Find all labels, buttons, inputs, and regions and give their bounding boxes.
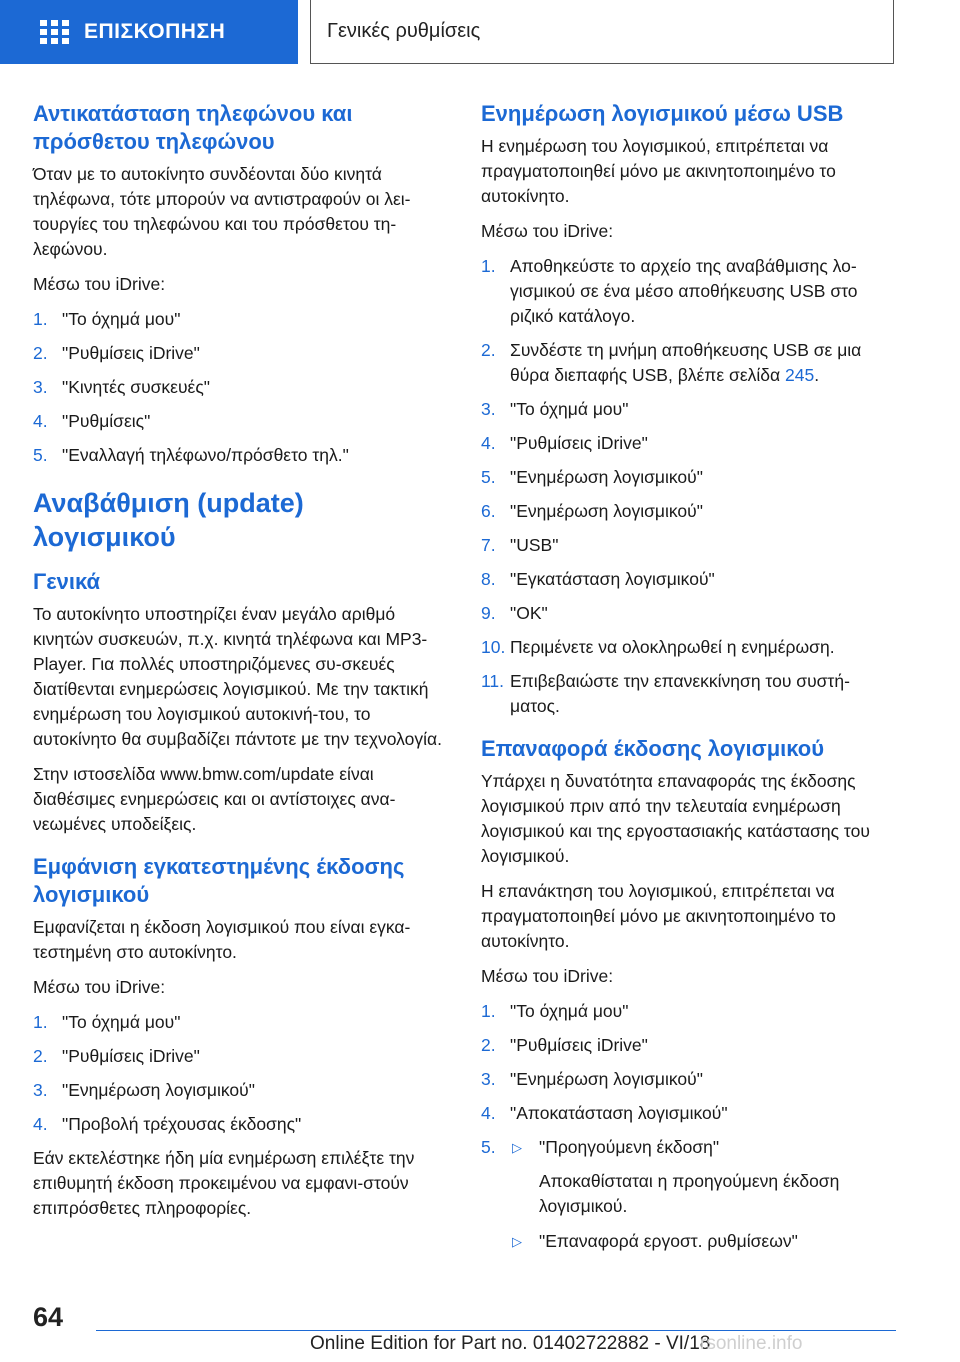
steps-list-show-version	[33, 1010, 448, 1137]
list-item: 11. Επιβεβαιώστε την επανεκκίνηση του συστή-ματος.	[481, 671, 850, 716]
triangle-bullet-icon: ▷	[512, 1234, 522, 1249]
paragraph: Μέσω του iDrive:	[33, 977, 166, 997]
top-navigation	[0, 0, 960, 66]
paragraph: Εμφανίζεται η έκδοση λογισμικού που είναι εγκα-τεστημένη στο αυτοκίνητο.	[33, 917, 411, 962]
list-item: 9. "OK"	[481, 603, 548, 623]
list-item: 4. "Αποκατάσταση λογισμικού"	[481, 1103, 728, 1123]
overview-tab[interactable]	[0, 0, 298, 64]
section-title-general: Γενικά	[33, 569, 101, 594]
grid-menu-icon	[40, 20, 68, 44]
list-item: 3. "Το όχημά μου"	[481, 399, 629, 419]
list-item: 2. "Ρυθμίσεις iDrive"	[33, 343, 200, 363]
paragraph: Το αυτοκίνητο υποστηρίζει έναν μεγάλο αριθμό κινητών συσκευών, π.χ. κινητά τηλέφωνα και MP3-Player. Για πολλές υποστηριζόμενες συ-σκευές διατίθενται ενημερώσεις λογισμικού. Με την τακτική ενημέρωση του λογισμικού αυτοκινή-του, το αυτοκίνητο θα συμβαδίζει πάντοτε με την τεχνολογία.	[33, 604, 443, 749]
list-item: 2. Συνδέστε τη μνήμη αποθήκευσης USB σε μια θύρα διεπαφής USB, βλέπε σελίδα 245.	[481, 340, 862, 385]
paragraph: Μέσω του iDrive:	[481, 966, 614, 986]
paragraph: Η επανάκτηση του λογισμικού, επιτρέπεται να πραγματοποιηθεί μόνο με ακινητοποιημένο το αυτοκίνητο.	[481, 881, 836, 951]
list-item: 1. Αποθηκεύστε το αρχείο της αναβάθμισης λο-γισμικού σε ένα μέσο αποθήκευσης USB στο ριζικό κατάλογο.	[481, 256, 858, 326]
page-link[interactable]: 245	[785, 365, 815, 385]
overview-label: ΕΠΙΣΚΟΠΗΣΗ	[84, 20, 226, 43]
list-item: 3. "Ενημέρωση λογισμικού"	[33, 1080, 255, 1100]
list-item: 1. "Το όχημά μου"	[33, 1012, 181, 1032]
list-item: 6. "Ενημέρωση λογισμικού"	[481, 501, 703, 521]
list-item: 7. "USB"	[481, 535, 559, 555]
steps-list-phone-swap	[33, 307, 448, 468]
paragraph: Η ενημέρωση του λογισμικού, επιτρέπεται να πραγματοποιηθεί μόνο με ακινητοποιημένο το αυτοκίνητο.	[481, 136, 836, 206]
triangle-bullet-icon: ▷	[512, 1140, 522, 1155]
main-title-software-update: Αναβάθμιση (update) λογισμικού	[33, 488, 304, 552]
section-tab[interactable]	[310, 0, 894, 64]
list-item: 3. "Κινητές συσκευές"	[33, 377, 211, 397]
list-item: 2. "Ρυθμίσεις iDrive"	[33, 1046, 200, 1066]
list-item: 5. "Εναλλαγή τηλέφωνο/πρόσθετο τηλ."	[33, 445, 349, 465]
watermark: rsonline.info	[700, 1333, 803, 1354]
sub-option-previous-version: 5. ▷ "Προηγούμενη έκδοση"	[481, 1135, 896, 1160]
paragraph: Στην ιστοσελίδα www.bmw.com/update είναι διαθέσιμες ενημερώσεις και οι αντίστοιχες ανα-νεωμένες υποδείξεις.	[33, 764, 396, 834]
list-item: 8. "Εγκατάσταση λογισμικού"	[481, 569, 715, 589]
paragraph: Υπάρχει η δυνατότητα επαναφοράς της έκδοσης λογισμικού πριν από την τελευταία ενημέρωση λογισμικού και της εργοστασιακής κατάστασης του λογισμικού.	[481, 771, 870, 866]
list-item: 10. Περιμένετε να ολοκληρωθεί η ενημέρωση.	[481, 637, 835, 657]
right-column	[481, 100, 896, 1263]
section-title-show-version: Εμφάνιση εγκατεστημένης έκδοσης λογισμικού	[33, 854, 405, 907]
steps-list-restore-version	[481, 999, 896, 1126]
section-title-phone-swap: Αντικατάσταση τηλεφώνου και πρόσθετου τηλεφώνου	[33, 101, 353, 154]
paragraph: Όταν με το αυτοκίνητο συνδέονται δύο κινητά τηλέφωνα, τότε μπορούν να αντιστραφούν οι λει-τουργίες του τηλεφώνου και του πρόσθετου τη-λεφώνου.	[33, 164, 411, 259]
list-item: 4. "Προβολή τρέχουσας έκδοσης"	[33, 1114, 302, 1134]
section-label: Γενικές ρυθμίσεις	[327, 20, 481, 42]
edition-text: Online Edition for Part no. 01402722882 - VI/18	[310, 1333, 711, 1354]
list-item: 2. "Ρυθμίσεις iDrive"	[481, 1035, 648, 1055]
section-title-usb-update: Ενημέρωση λογισμικού μέσω USB	[481, 101, 844, 126]
left-column	[33, 100, 448, 1231]
list-item: 3. "Ενημέρωση λογισμικού"	[481, 1069, 703, 1089]
list-item: 1. "Το όχημά μου"	[33, 309, 181, 329]
list-item: 5. "Ενημέρωση λογισμικού"	[481, 467, 703, 487]
paragraph: Εάν εκτελέστηκε ήδη μία ενημέρωση επιλέξτε την επιθυμητή έκδοση προκειμένου να εμφανι-στούν επιπρόσθετες πληροφορίες.	[33, 1148, 415, 1218]
list-item: 1. "Το όχημά μου"	[481, 1001, 629, 1021]
footer-divider	[96, 1330, 896, 1331]
list-item: 4. "Ρυθμίσεις"	[33, 411, 151, 431]
sub-option-factory-reset: ▷ "Επαναφορά εργοστ. ρυθμίσεων"	[481, 1229, 896, 1254]
steps-list-usb-update	[481, 254, 896, 719]
list-item: 4. "Ρυθμίσεις iDrive"	[481, 433, 648, 453]
paragraph: Μέσω του iDrive:	[481, 221, 614, 241]
sub-option-description: Αποκαθίσταται η προηγούμενη έκδοση λογισμικού.	[539, 1171, 840, 1216]
page-number: 64	[33, 1302, 64, 1332]
paragraph: Μέσω του iDrive:	[33, 274, 166, 294]
section-title-restore-version: Επαναφορά έκδοσης λογισμικού	[481, 736, 825, 761]
